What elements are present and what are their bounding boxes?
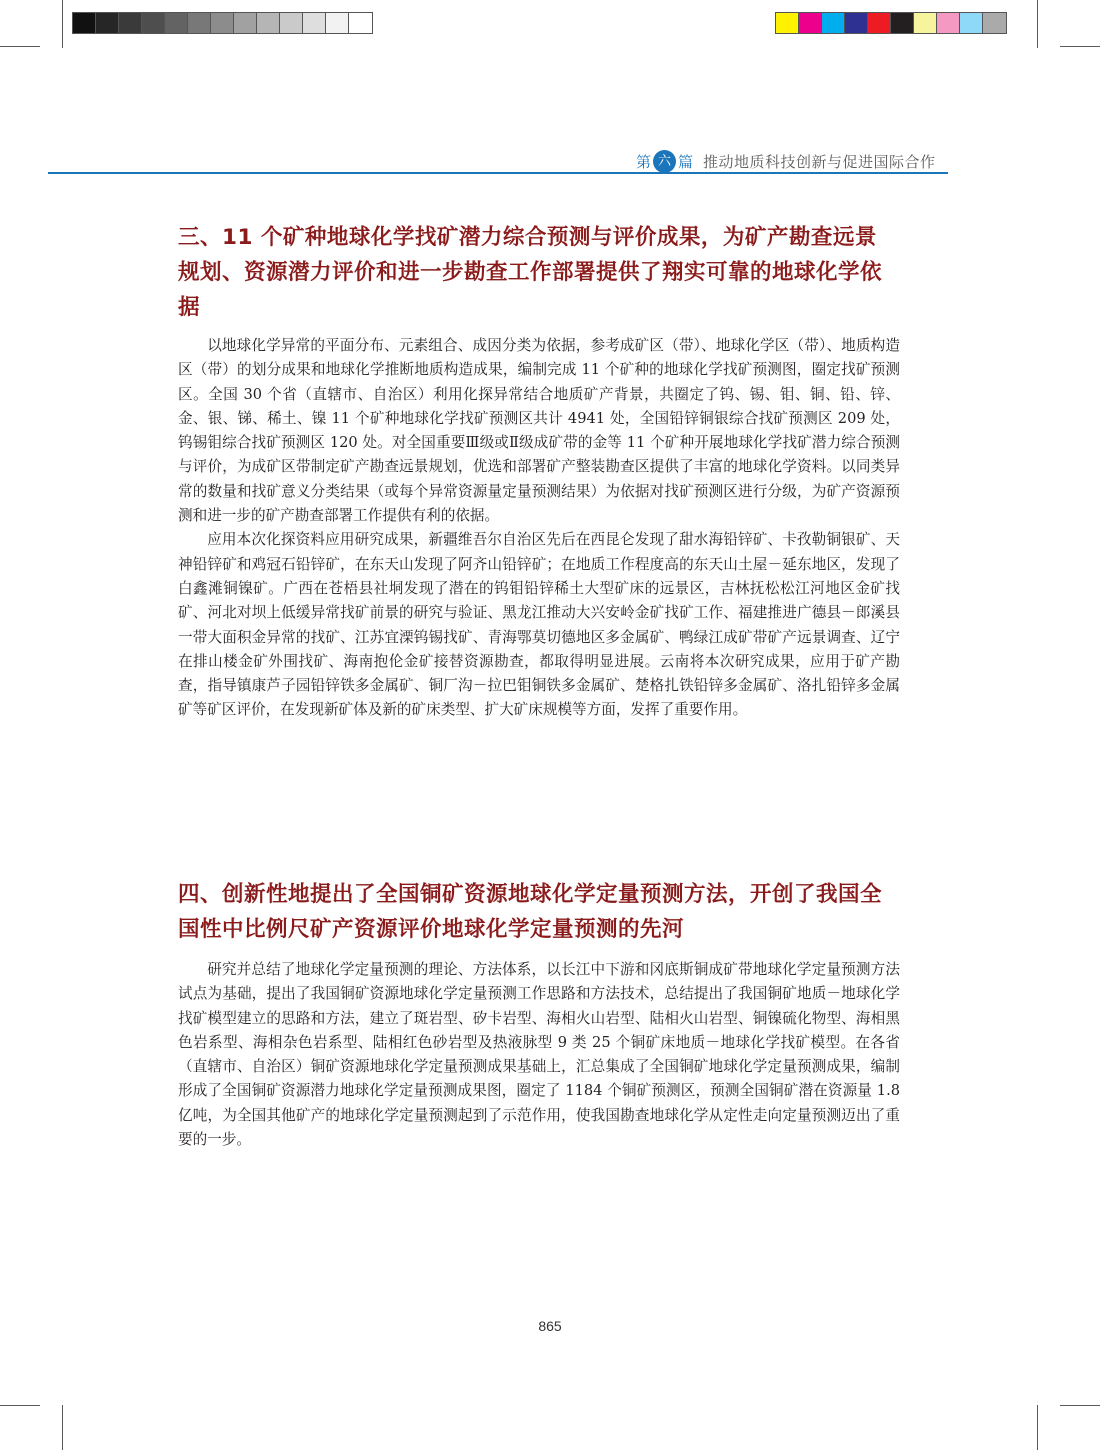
color-swatch: [211, 13, 234, 33]
color-swatch: [96, 13, 119, 33]
color-swatch: [891, 13, 914, 33]
crop-mark: [1060, 46, 1100, 47]
color-swatch: [776, 13, 799, 33]
color-swatch: [234, 13, 257, 33]
paragraph: 应用本次化探资料应用研究成果，新疆维吾尔自治区先后在西昆仑发现了甜水海铅锌矿、卡孜勒铜银矿、天神铅锌矿和鸡冠石铅锌矿，在东天山发现了阿齐山铅锌矿；在地质工作程度高的东天山土屋－延东地区，发现了白鑫滩铜镍矿。广西在苍梧县社垌发现了潜在的钨钼铅锌稀土大型矿床的远景区，吉林抚松松江河地区金矿找矿、河北对坝上低缓异常找矿前景的研究与验证、黑龙江推动大兴安岭金矿找矿工作、福建推进广德县－郎溪县一带大面积金异常的找矿、江苏宜溧钨锡找矿、青海鄂莫切德地区多金属矿、鸭绿江成矿带矿产远景调查、辽宁在排山楼金矿外围找矿、海南抱伦金矿接替资源勘查，都取得明显进展。云南将本次研究成果，应用于矿产勘查，指导镇康芦子园铅锌铁多金属矿、铜厂沟－拉巴钼铜铁多金属矿、楚格扎铁铅锌多金属矿、洛扎铅锌多金属矿等矿区评价，在发现新矿体及新的矿床类型、扩大矿床规模等方面，发挥了重要作用。: [178, 531, 900, 719]
running-header: [636, 148, 936, 174]
color-swatch: [868, 13, 891, 33]
color-swatch: [349, 13, 372, 33]
grayscale-calibration-bar: [72, 12, 373, 34]
color-swatch: [188, 13, 211, 33]
crop-mark: [0, 46, 40, 47]
color-swatch: [822, 13, 845, 33]
header-rule: [48, 172, 948, 174]
color-swatch: [119, 13, 142, 33]
crop-mark: [1037, 1405, 1038, 1450]
color-swatch: [257, 13, 280, 33]
paragraph: 研究并总结了地球化学定量预测的理论、方法体系，以长江中下游和冈底斯铜成矿带地球化学定量预测方法试点为基础，提出了我国铜矿资源地球化学定量预测工作思路和方法技术，总结提出了我国铜矿地质－地球化学找矿模型建立的思路和方法，建立了斑岩型、矽卡岩型、海相火山岩型、陆相火山岩型、铜镍硫化物型、海相黑色岩系型、海相杂色岩系型、陆相红色砂岩型及热液脉型 9 类 25 个铜矿床地质－地球化学找矿模型。在各省（直辖市、自治区）铜矿资源地球化学定量预测成果基础上，汇总集成了全国铜矿地球化学定量预测成果，编制形成了全国铜矿资源潜力地球化学定量预测成果图，圈定了 1184 个铜矿预测区，预测全国铜矿潜在资源量 1.8 亿吨，为全国其他矿产的地球化学定量预测起到了示范作用，使我国勘查地球化学从定性走向定量预测迈出了重要的一步。: [178, 961, 900, 1149]
section-heading: 三、11 个矿种地球化学找矿潜力综合预测与评价成果，为矿产勘查远景规划、资源潜力评价和进一步勘查工作部署提供了翔实可靠的地球化学依据: [178, 225, 883, 320]
color-swatch: [73, 13, 96, 33]
section-heading: 四、创新性地提出了全国铜矿资源地球化学定量预测方法，开创了我国全国性中比例尺矿产资源评价地球化学定量预测的先河: [178, 882, 883, 942]
part-number-badge: 六: [653, 150, 676, 173]
paragraph: 以地球化学异常的平面分布、元素组合、成因分类为依据，参考成矿区（带）、地球化学区（带）、地质构造区（带）的划分成果和地球化学推断地质构造成果，编制完成 11 个矿种的地球化学找矿预测图，圈定找矿预测区。全国 30 个省（直辖市、自治区）利用化探异常结合地质矿产背景，共圈定了钨、锡、钼、铜、铅、锌、金、银、锑、稀土、镍 11 个矿种地球化学找矿预测区共计 4941 处，全国铅锌铜银综合找矿预测区 209 处，钨锡钼综合找矿预测区 120 处。对全国重要Ⅲ级或Ⅱ级成矿带的金等 11 个矿种开展地球化学找矿潜力综合预测与评价，为成矿区带制定矿产勘查远景规划，优选和部署矿产整装勘查区提供了丰富的地球化学资料。以同类异常的数量和找矿意义分类结果（或每个异常资源量定量预测结果）为依据对找矿预测区进行分级，为矿产资源预测和进一步的矿产勘查部署工作提供有利的依据。: [178, 337, 900, 525]
part-prefix: 第: [636, 152, 652, 171]
part-suffix: 篇: [678, 152, 694, 171]
section-body: [178, 334, 900, 723]
color-calibration-bar: [775, 12, 1007, 34]
crop-mark: [62, 1405, 63, 1450]
crop-mark: [0, 1405, 40, 1406]
color-swatch: [142, 13, 165, 33]
color-swatch: [983, 13, 1006, 33]
color-swatch: [799, 13, 822, 33]
crop-mark: [62, 0, 63, 48]
page-number: 865: [538, 1318, 562, 1334]
header-topic: 推动地质科技创新与促进国际合作: [703, 152, 936, 171]
color-swatch: [960, 13, 983, 33]
crop-mark: [1037, 0, 1038, 48]
color-swatch: [914, 13, 937, 33]
crop-mark: [1060, 1405, 1100, 1406]
color-swatch: [937, 13, 960, 33]
color-swatch: [326, 13, 349, 33]
color-swatch: [280, 13, 303, 33]
section-body: [178, 958, 900, 1152]
color-swatch: [303, 13, 326, 33]
color-swatch: [845, 13, 868, 33]
color-swatch: [165, 13, 188, 33]
